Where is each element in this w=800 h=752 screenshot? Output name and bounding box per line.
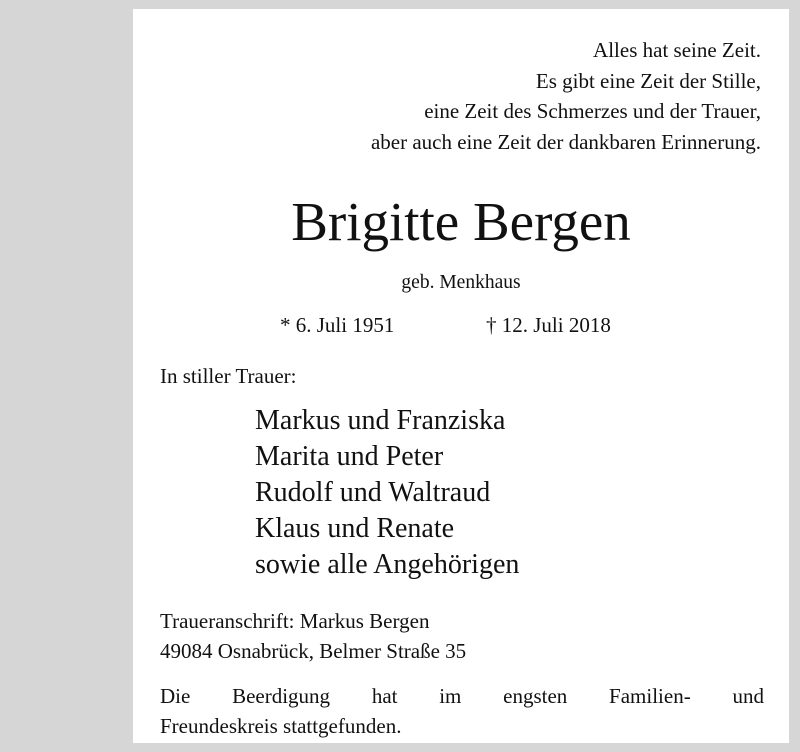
- obituary-card: [133, 9, 789, 743]
- birth-date: * 6. Juli 1951: [280, 313, 395, 337]
- motto-line: eine Zeit des Schmerzes und der Trauer,: [424, 99, 761, 123]
- address-line: Traueranschrift: Markus Bergen: [160, 609, 430, 633]
- address-line: 49084 Osnabrück, Belmer Straße 35: [160, 639, 467, 663]
- funeral-note: [160, 681, 764, 741]
- motto-line: aber auch eine Zeit der dankbaren Erinnerung.: [370, 129, 761, 154]
- family-member: Markus und Franziska: [255, 405, 506, 436]
- motto-line: Alles hat seine Zeit.: [593, 38, 761, 62]
- mourning-address: [160, 606, 466, 666]
- funeral-word: im: [439, 684, 462, 708]
- funeral-word: und: [732, 684, 764, 708]
- family-member: Rudolf und Waltraud: [255, 477, 491, 508]
- family-member: Marita und Peter: [255, 441, 444, 472]
- funeral-word: hat: [371, 684, 398, 708]
- motto-line: Es gibt eine Zeit der Stille,: [535, 68, 761, 93]
- family-list: [255, 403, 519, 583]
- family-member: Klaus und Renate: [255, 513, 455, 544]
- funeral-word: engsten: [503, 684, 568, 708]
- maiden-name: geb. Menkhaus: [401, 272, 521, 293]
- funeral-word: Die: [160, 684, 191, 708]
- death-date: † 12. Juli 2018: [486, 313, 611, 337]
- deceased-name: Brigitte Bergen: [291, 191, 631, 252]
- funeral-note-line: [160, 681, 764, 711]
- family-member: sowie alle Angehörigen: [255, 549, 520, 580]
- mourning-label: In stiller Trauer:: [160, 364, 297, 388]
- motto-verse: [371, 35, 761, 157]
- funeral-note-line: Freundeskreis stattgefunden.: [160, 714, 402, 738]
- funeral-word: Beerdigung: [232, 684, 331, 708]
- funeral-word: Familien-: [609, 684, 691, 708]
